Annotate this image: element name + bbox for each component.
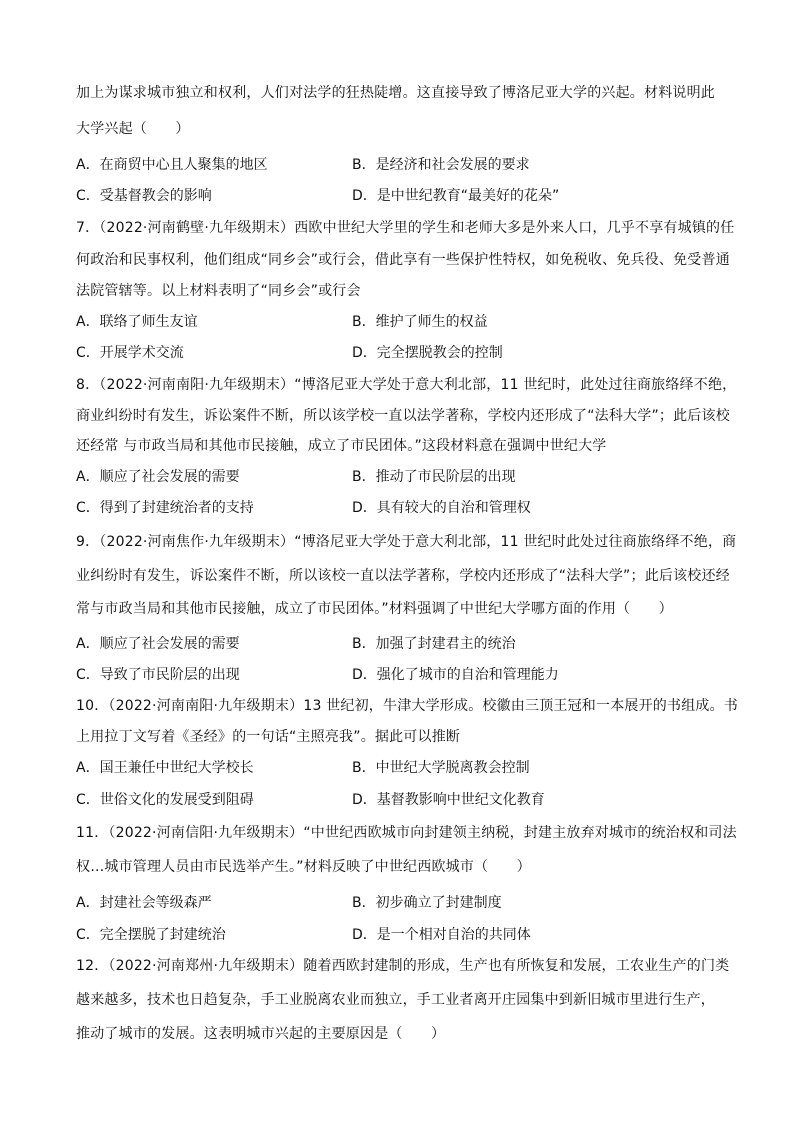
q11-option-a[interactable]: A．封建社会等级森严 [76,895,212,911]
q7-option-b[interactable]: B．维护了师生的权益 [352,314,488,330]
q10-option-c[interactable]: C．世俗文化的发展受到阻碍 [76,792,254,808]
q11-option-d[interactable]: D．是一个相对自治的共同体 [352,927,531,943]
q9-option-c[interactable]: C．导致了市民阶层的出现 [76,667,240,683]
q10-option-b[interactable]: B．中世纪大学脱离教会控制 [352,760,530,776]
intro-text-line: 加上为谋求城市独立和权利，人们对法学的狂热陡增。这直接导致了博洛尼亚大学的兴起。材料说明此 [76,85,715,101]
q12-text-line: 12．（2022·河南郑州·九年级期末）随着西欧封建制的形成，生产也有所恢复和发展，工农业生产的门类 [76,958,730,974]
q8-text-line: 商业纠纷时有发生，诉讼案件不断，所以该学校一直以法学著称，学校内还形成了“法科大学”；此后该校 [76,408,730,424]
q9-option-b[interactable]: B．加强了封建君主的统治 [352,636,516,652]
q7-option-c[interactable]: C．开展学术交流 [76,345,184,361]
q9-text-line: 9．（2022·河南焦作·九年级期末）“博洛尼亚大学处于意大利北部，11 世纪时此处过往商旅络绎不绝，商 [76,534,737,550]
q7-option-a[interactable]: A．联络了师生友谊 [76,314,198,330]
q9-option-a[interactable]: A．顺应了社会发展的需要 [76,636,240,652]
q8-text-line: 还经常 与市政当局和其他市民接触，成立了市民团体。”这段材料意在强调中世纪大学 [76,438,607,454]
q12-text-line: 推动了城市的发展。这表明城市兴起的主要原因是（ ） [76,1026,446,1042]
q11-text-line: 11．（2022·河南信阳·九年级期末）“中世纪西欧城市向封建领主纳税，封建主放弃对城市的统治权和司法 [76,825,737,841]
intro-option-d[interactable]: D．是中世纪教育“最美好的花朵” [352,188,560,204]
q9-option-d[interactable]: D．强化了城市的自治和管理能力 [352,667,559,683]
q7-text-line: 法院管辖等。以上材料表明了“同乡会”或行会 [76,283,361,299]
q8-option-c[interactable]: C．得到了封建统治者的支持 [76,500,254,516]
q7-text-line: 7．（2022·河南鹤壁·九年级期末）西欧中世纪大学里的学生和老师大多是外来人口，几乎不享有城镇的任 [76,220,735,236]
q7-option-d[interactable]: D．完全摆脱教会的控制 [352,345,503,361]
q12-text-line: 越来越多，技术也日趋复杂，手工业脱离农业而独立，手工业者离开庄园集中到新旧城市里进行生产， [76,992,715,1008]
q11-text-line: 权…城市管理人员由市民选举产生。”材料反映了中世纪西欧城市（ ） [76,859,531,875]
q8-option-d[interactable]: D．具有较大的自治和管理权 [352,500,531,516]
intro-option-c[interactable]: C．受基督教会的影响 [76,188,212,204]
q11-option-b[interactable]: B．初步确立了封建制度 [352,895,502,911]
q10-text-line: 10．（2022·河南南阳·九年级期末）13 世纪初，牛津大学形成。校徽由三顶王冠和一本展开的书组成。书 [76,698,739,714]
q10-option-d[interactable]: D．基督教影响中世纪文化教育 [352,792,545,808]
q9-text-line: 业纠纷时有发生，诉讼案件不断，所以该校一直以法学著称，学校内还形成了“法科大学”；此后该校还经 [76,568,730,584]
q10-text-line: 上用拉丁文写着《圣经》的一句话“主照亮我”。据此可以推断 [76,729,461,745]
q8-option-a[interactable]: A．顺应了社会发展的需要 [76,469,240,485]
q7-text-line: 何政治和民事权利，他们组成“同乡会”或行会，借此享有一些保护性特权，如免税收、免兵役、免受普通 [76,252,730,268]
intro-question-line: 大学兴起（ ） [76,121,190,137]
q8-text-line: 8．（2022·河南南阳·九年级期末）“博洛尼亚大学处于意大利北部，11 世纪时，此处过往商旅络绎不绝， [76,377,737,393]
q10-option-a[interactable]: A．国王兼任中世纪大学校长 [76,760,254,776]
q11-option-c[interactable]: C．完全摆脱了封建统治 [76,927,226,943]
q8-option-b[interactable]: B．推动了市民阶层的出现 [352,469,516,485]
q9-text-line: 常与市政当局和其他市民接触，成立了市民团体。”材料强调了中世纪大学哪方面的作用（ ） [76,601,673,617]
intro-option-b[interactable]: B．是经济和社会发展的要求 [352,157,530,173]
intro-option-a[interactable]: A．在商贸中心且人聚集的地区 [76,157,268,173]
